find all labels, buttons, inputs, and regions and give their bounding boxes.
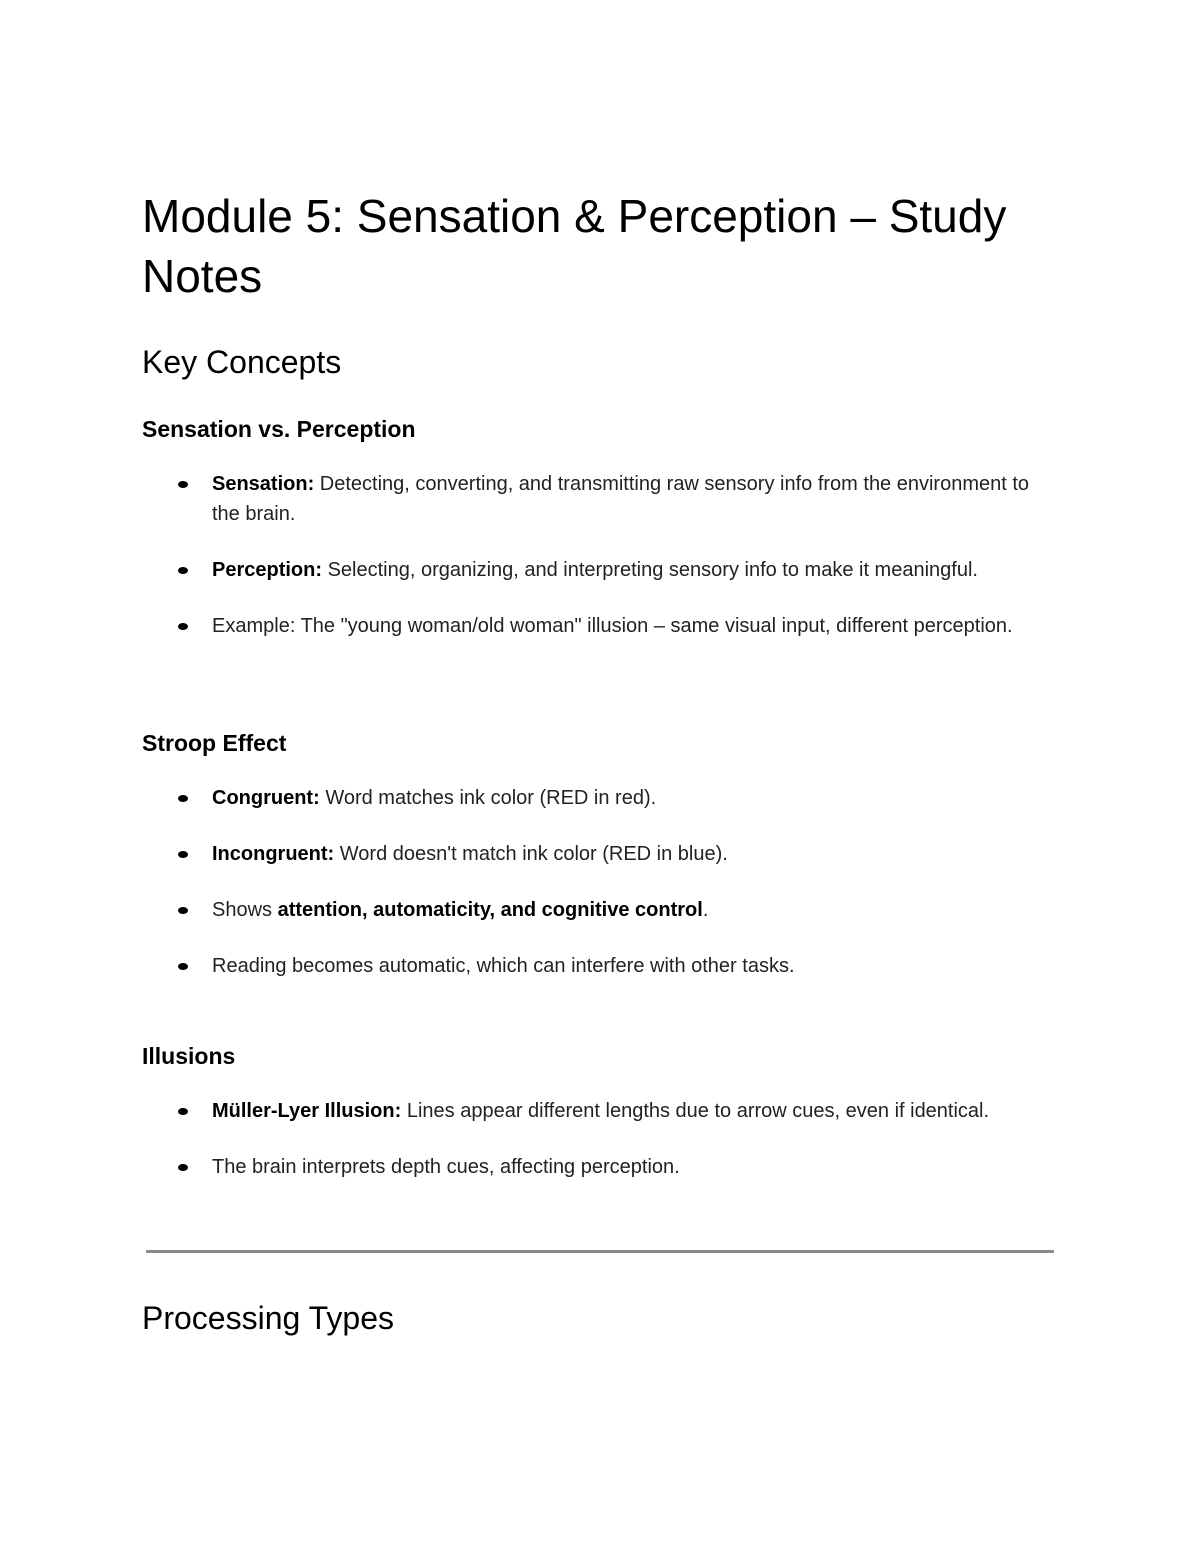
bullet-icon <box>178 963 188 970</box>
list-text: Example: The "young woman/old woman" illusion – same visual input, different perception. <box>212 615 1013 637</box>
sensation-perception-list <box>142 469 1062 641</box>
horizontal-divider <box>146 1250 1054 1253</box>
list-item <box>142 951 1062 981</box>
heading-stroop-effect: Stroop Effect <box>142 730 287 756</box>
term-label: Perception: <box>212 559 323 581</box>
bullet-icon <box>178 795 188 802</box>
emphasis-text: attention, automaticity, and cognitive control <box>277 899 703 921</box>
term-definition: Selecting, organizing, and interpreting sensory info to make it meaningful. <box>322 559 978 581</box>
term-definition: Word doesn't match ink color (RED in blue). <box>334 843 728 865</box>
heading-key-concepts: Key Concepts <box>142 344 342 380</box>
list-item <box>142 783 1062 813</box>
term-definition: Word matches ink color (RED in red). <box>319 787 657 809</box>
list-item <box>142 1096 1062 1126</box>
bullet-icon <box>178 851 188 858</box>
term-label: Incongruent: <box>212 843 335 865</box>
list-item <box>142 895 1062 925</box>
heading-illusions: Illusions <box>142 1043 236 1069</box>
list-text-prefix: Shows <box>212 899 278 921</box>
term-label: Müller-Lyer Illusion: <box>212 1100 402 1122</box>
heading-sensation-vs-perception: Sensation vs. Perception <box>142 416 416 442</box>
bullet-icon <box>178 567 188 574</box>
list-text-suffix: . <box>702 899 709 921</box>
heading-processing-types: Processing Types <box>142 1300 394 1336</box>
term-label: Sensation: <box>212 473 315 495</box>
term-label: Congruent: <box>212 787 320 809</box>
list-text: The brain interprets depth cues, affecting perception. <box>212 1156 680 1178</box>
term-definition: Lines appear different lengths due to arrow cues, even if identical. <box>401 1100 990 1122</box>
list-item <box>142 1152 1062 1182</box>
bullet-icon <box>178 907 188 914</box>
list-text: Reading becomes automatic, which can interfere with other tasks. <box>212 955 795 977</box>
bullet-icon <box>178 1108 188 1115</box>
stroop-list <box>142 783 1062 981</box>
illusions-list <box>142 1096 1062 1182</box>
term-definition: Detecting, converting, and transmitting raw sensory info from the environment to the brain. <box>212 473 1030 525</box>
list-item <box>142 839 1062 869</box>
bullet-icon <box>178 481 188 488</box>
bullet-icon <box>178 623 188 630</box>
list-item <box>142 555 1062 585</box>
list-item <box>142 611 1062 641</box>
list-item <box>142 469 1062 529</box>
bullet-icon <box>178 1164 188 1171</box>
page-title: Module 5: Sensation & Perception – Study Notes <box>142 190 1007 302</box>
